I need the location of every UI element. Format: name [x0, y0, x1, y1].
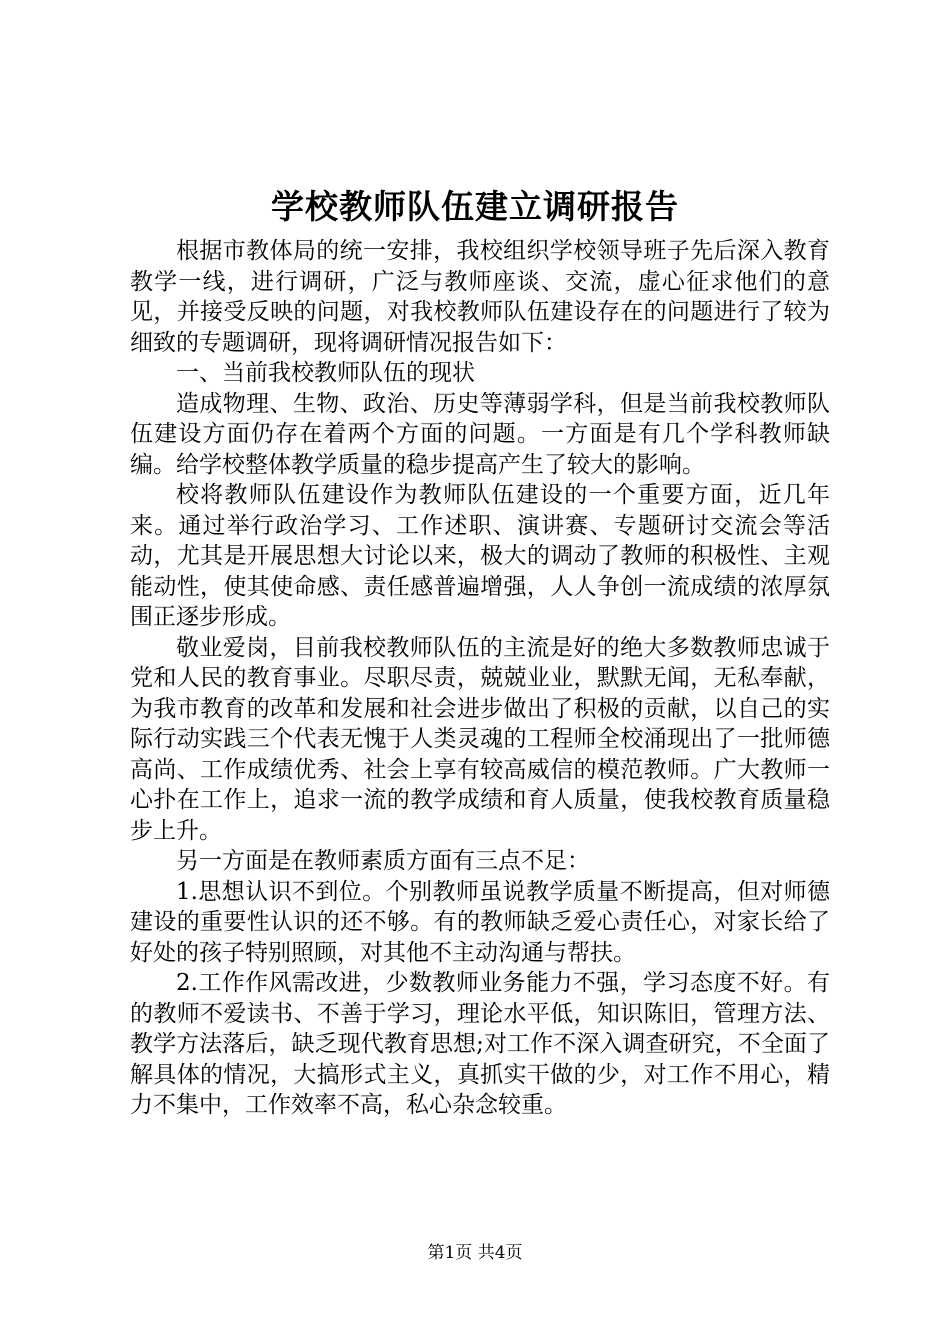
section-heading-1: 一、当前我校教师队伍的现状: [176, 360, 475, 386]
page-footer: 第1页 共4页: [427, 1243, 523, 1263]
paragraph-point-1: 1.思想认识不到位。个别教师虽说教学质量不断提高，但对师德建设的重要性认识的还不够。有的教师缺乏爱心责任心，对家长给了好处的孩子特别照顾，对其他不主动沟通与帮扶。: [130, 878, 830, 966]
paragraph: 敬业爱岗，目前我校教师队伍的主流是好的绝大多数教师忠诚于党和人民的教育事业。尽职尽责，兢兢业业，默默无闻，无私奉献，为我市教育的改革和发展和社会进步做出了积极的贡献，以自己的实际行动实践三个代表无愧于人类灵魂的工程师全校涌现出了一批师德高尚、工作成绩优秀、社会上享有较高威信的模范教师。广大教师一心扑在工作上，追求一流的教学成绩和育人质量，使我校教育质量稳步上升。: [130, 634, 830, 844]
document-title: 学校教师队伍建立调研报告: [271, 187, 679, 226]
paragraph-intro: 根据市教体局的统一安排，我校组织学校领导班子先后深入教育教学一线，进行调研，广泛与教师座谈、交流，虚心征求他们的意见，并接受反映的问题，对我校教师队伍建设存在的问题进行了较为细致的专题调研，现将调研情况报告如下：: [130, 238, 830, 356]
paragraph: 造成物理、生物、政治、历史等薄弱学科，但是当前我校教师队伍建设方面仍存在着两个方面的问题。一方面是有几个学科教师缺编。给学校整体教学质量的稳步提高产生了较大的影响。: [130, 390, 830, 478]
paragraph: 校将教师队伍建设作为教师队伍建设的一个重要方面，近几年来。通过举行政治学习、工作述职、演讲赛、专题研讨交流会等活动，尤其是开展思想大讨论以来，极大的调动了教师的积极性、主观能动性，使其使命感、责任感普遍增强，人人争创一流成绩的浓厚氛围正逐步形成。: [130, 482, 830, 630]
paragraph: 另一方面是在教师素质方面有三点不足：: [176, 848, 590, 874]
document-body: [130, 236, 830, 1121]
paragraph-point-2: 2.工作作风需改进，少数教师业务能力不强，学习态度不好。有的教师不爱读书、不善于学习，理论水平低，知识陈旧，管理方法、教学方法落后，缺乏现代教育思想;对工作不深入调查研究，不全面了解具体的情况，大搞形式主义，真抓实干做的少，对工作不用心，精力不集中，工作效率不高，私心杂念较重。: [130, 970, 830, 1118]
